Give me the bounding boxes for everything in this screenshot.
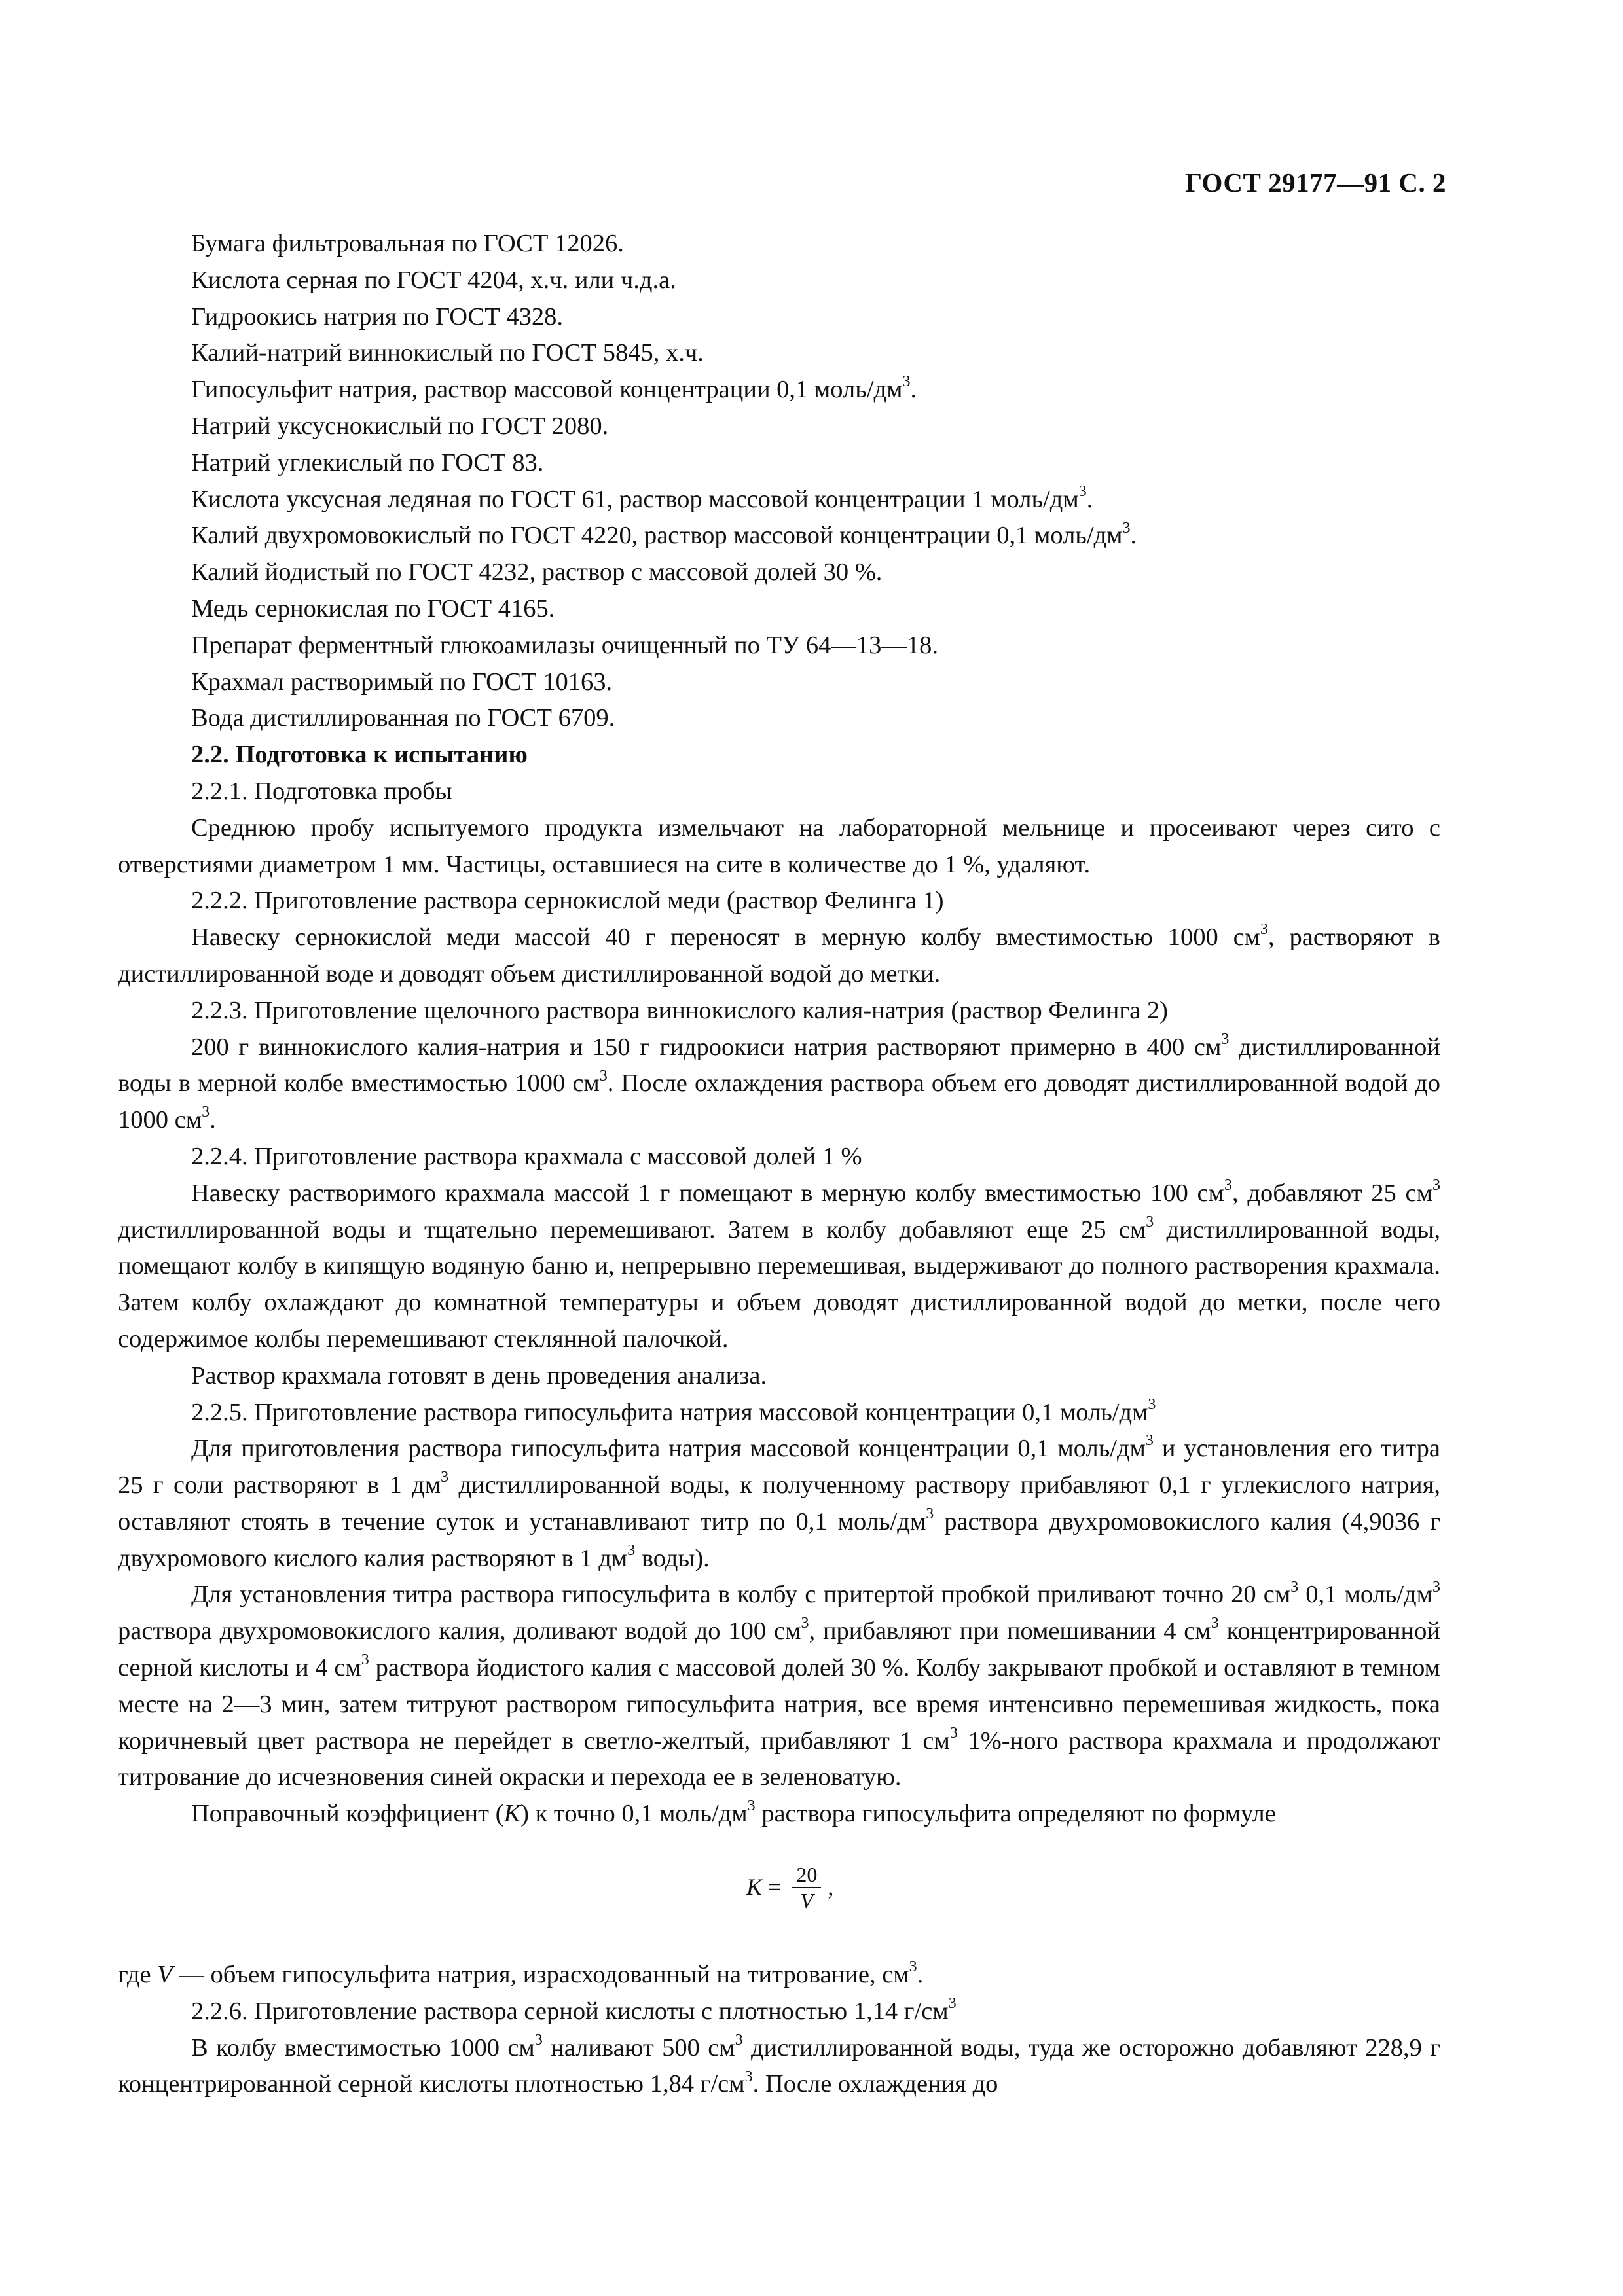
material-item: Кислота серная по ГОСТ 4204, х.ч. или ч.д.а.: [191, 266, 676, 294]
subsection-heading: 2.2.2. Приготовление раствора сернокислой меди (раствор Фелинга 1): [191, 887, 944, 915]
document-body: [118, 226, 1440, 2103]
paragraph: Для установления титра раствора гипосульфита в колбу с притертой пробкой приливают точно 20 $см^3$ 0,1 моль/$дм^3$ раствора двухромовокислого калия, доливают водой до 100 $см^3$, прибавляют при помешивании 4 $см^3$ концентрированной серной кислоты и 4 $см^3$ раствора йодистого калия с массовой долей 30 %. Колбу закрывают пробкой и оставляют в темном месте на 2—3 мин, затем титруют раствором гипосульфита натрия, все время интенсивно перемешивая жидкость, пока коричневый цвет раствора не перейдет в светло-желтый, прибавляют 1 $см^3$ 1%-ного раствора крахмала и продолжают титрование до исчезновения синей окраски и перехода ее в зеленоватую.: [118, 1578, 1441, 1791]
formula-denominator: V: [800, 1889, 814, 1913]
material-item: Калий йодистый по ГОСТ 4232, раствор с массовой долей 30 %.: [191, 558, 883, 586]
formula-eq: =: [762, 1874, 788, 1901]
subsection-heading: 2.2.1. Подготовка пробы: [191, 777, 452, 805]
material-item: Медь сернокислая по ГОСТ 4165.: [191, 594, 555, 622]
paragraph: где V — объем гипосульфита натрия, израсходованный на титрование, $см^3$.: [118, 1958, 924, 1989]
paragraph: Среднюю пробу испытуемого продукта измельчают на лабораторной мельнице и просеивают через сито с отверстиями диаметром 1 мм. Частицы, оставшиеся на сите в количестве до 1 %, удаляют.: [118, 814, 1440, 878]
material-item: Калий-натрий виннокислый по ГОСТ 5845, х.ч.: [191, 339, 704, 367]
page-header: ГОСТ 29177—91 С. 2: [1184, 168, 1446, 198]
material-item: Крахмал растворимый по ГОСТ 10163.: [191, 668, 613, 696]
paragraph: 200 г виннокислого калия-натрия и 150 г гидроокиси натрия растворяют примерно в 400 $см^3$ дистиллированной воды в мерной колбе вместимостью 1000 $см^3$. После охлаждения раствора объем его доводят дистиллированной водой до 1000 $см^3$.: [118, 1030, 1440, 1134]
formula-fraction: [792, 1862, 821, 1913]
material-item: Кислота уксусная ледяная по ГОСТ 61, раствор массовой концентрации 1 моль/$дм^3$.: [191, 482, 1093, 513]
section-heading: 2.2. Подготовка к испытанию: [191, 741, 528, 769]
formula-lhs: K: [746, 1874, 763, 1901]
subsection-heading: 2.2.6. Приготовление раствора серной кислоты с плотностью 1,14 $г/см^3$: [191, 1995, 957, 2025]
paragraph: В колбу вместимостью 1000 $см^3$ наливают 500 $см^3$ дистиллированной воды, туда же осторожно добавляют 228,9 г концентрированной серной кислоты плотностью 1,84 $г/см^3$. После охлаждения до: [118, 2031, 1441, 2098]
subsection-heading: 2.2.5. Приготовление раствора гипосульфита натрия массовой концентрации 0,1 моль/$дм^3$: [191, 1395, 1156, 1426]
subsection-heading: 2.2.4. Приготовление раствора крахмала с массовой долей 1 %: [191, 1142, 862, 1170]
paragraph: Поправочный коэффициент (K) к точно 0,1 моль/$дм^3$ раствора гипосульфита определяют по формуле: [191, 1797, 1276, 1828]
paragraph: Для приготовления раствора гипосульфита натрия массовой концентрации 0,1 моль/$дм^3$ и установления его титра 25 г соли растворяют в 1 $дм^3$ дистиллированной воды, к полученному раствору прибавляют 0,1 г углекислого натрия, оставляют стоять в течение суток и устанавливают титр по 0,1 моль/$дм^3$ раствора двухромовокислого калия (4,9036 г двухромового кислого калия растворяют в 1 $дм^3$ воды).: [118, 1432, 1440, 1572]
material-item: Вода дистиллированная по ГОСТ 6709.: [191, 704, 615, 732]
paragraph: Навеску растворимого крахмала массой 1 г помещают в мерную колбу вместимостью 100 $см^3$, добавляют 25 $см^3$ дистиллированной воды и тщательно перемешивают. Затем в колбу добавляют еще 25 $см^3$ дистиллированной воды, помещают колбу в кипящую водяную баню и, непрерывно перемешивая, выдерживают до полного растворения крахмала. Затем колбу охлаждают до комнатной температуры и объем доводят дистиллированной водой до метки, после чего содержимое колбы перемешивают стеклянной палочкой.: [118, 1176, 1440, 1353]
subsection-heading: 2.2.3. Приготовление щелочного раствора виннокислого калия-натрия (раствор Фелинга 2): [191, 996, 1168, 1024]
material-item: Гидроокись натрия по ГОСТ 4328.: [191, 302, 563, 331]
material-item: Гипосульфит натрия, раствор массовой концентрации 0,1 моль/$дм^3$.: [191, 373, 917, 404]
material-item: Бумага фильтровальная по ГОСТ 12026.: [191, 230, 624, 257]
material-item: Калий двухромовокислый по ГОСТ 4220, раствор массовой концентрации 0,1 моль/$дм^3$.: [191, 519, 1137, 550]
material-item: Натрий уксуснокислый по ГОСТ 2080.: [191, 412, 609, 440]
material-item: Препарат ферментный глюкоамилазы очищенный по ТУ 64—13—18.: [191, 631, 939, 659]
formula-numerator: 20: [792, 1862, 821, 1888]
paragraph: Навеску сернокислой меди массой 40 г переносят в мерную колбу вместимостью 1000 $см^3$, растворяют в дистиллированной воде и доводят объем дистиллированной водой до метки.: [118, 921, 1440, 988]
paragraph: Раствор крахмала готовят в день проведения анализа.: [191, 1361, 767, 1390]
formula-tail: ,: [828, 1874, 834, 1901]
formula-block: [118, 1833, 1440, 1957]
material-item: Натрий углекислый по ГОСТ 83.: [191, 448, 544, 476]
formula: [746, 1862, 833, 1913]
